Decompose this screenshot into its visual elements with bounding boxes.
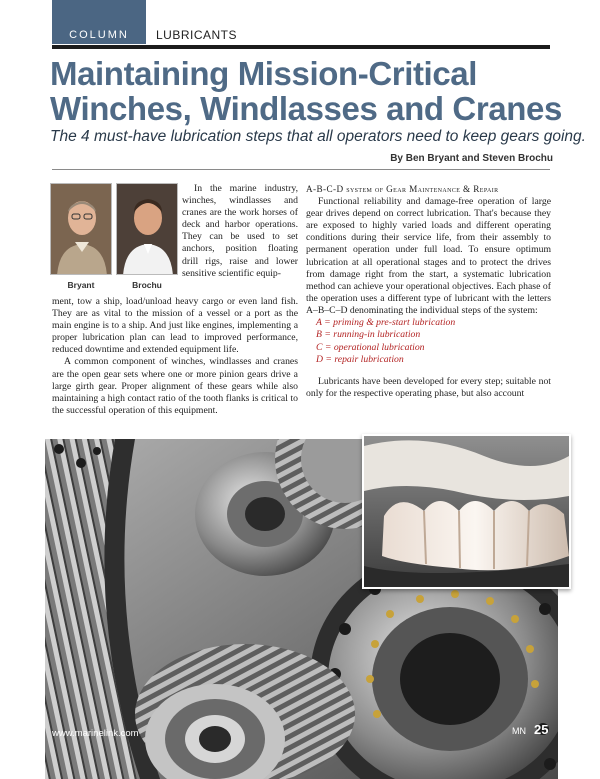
author-photo-bryant: [50, 183, 112, 275]
author-caption-brochu: Brochu: [132, 280, 162, 290]
footer-magazine: MN: [512, 726, 526, 736]
article-dek: The 4 must-have lubrication steps that all operators need to keep gears going.: [50, 128, 586, 145]
step-d: D = repair lubrication: [316, 353, 404, 365]
author-photo-brochu: [116, 183, 178, 275]
section-subhead: A-B-C-D system of Gear Maintenance & Repair: [306, 184, 499, 194]
column-label: COLUMN: [69, 29, 129, 41]
right-column: [306, 183, 551, 400]
footer-url[interactable]: www.marinelink.com: [52, 728, 139, 739]
byline: By Ben Bryant and Steven Brochu: [390, 153, 553, 164]
article-headline: [50, 56, 570, 126]
headline-line-1: Maintaining Mission-Critical: [50, 55, 478, 92]
gears-paragraph: A common component of winches, windlasses and cranes are the open gear sets where one or more pinion gears drive a large girth gear. Proper alignment of these gears while also maintaining a high contact ratio of the tooth flanks is critical to the successful operation of this equipment.: [52, 356, 298, 416]
column-tab: [52, 0, 146, 44]
page-number: 25: [534, 722, 549, 737]
top-rule: [52, 45, 550, 49]
left-column: [52, 296, 298, 417]
author-caption-bryant: Bryant: [67, 280, 95, 290]
lubricants-paragraph: Lubricants have been developed for every step; suitable not only for the respective operating phase, but also account: [306, 376, 551, 400]
intro-paragraph-start: In the marine industry, winches, windlasses and cranes are the work horses of deck and harbor operations. They can be used to set anchors, position floating drill rigs, raise and lower sensitive scientific equip-: [182, 183, 298, 279]
grease-inset-photo: [362, 434, 571, 589]
divider-rule: [52, 169, 550, 170]
intro-paragraph-cont: ment, tow a ship, load/unload heavy cargo or even land fish. They are as vital to the mission of a vessel or a port as the main engine is to a ship. And just like engines, implementing a proper lubrication plan can lead to improved performance, reduced downtime and extended equipment life.: [52, 296, 298, 356]
intro-column-top: [182, 183, 298, 280]
step-a: A = priming & pre-start lubrication: [316, 317, 456, 329]
step-c: C = operational lubrication: [316, 341, 425, 353]
headline-line-2: Winches, Windlasses and Cranes: [50, 90, 562, 127]
lubrication-paragraph: Functional reliability and damage-free operation of large gear drives depend on correct lubrication. That's because they are exposed to highly varied loads and different operating conditions during their service life, from their assembly to permanent operation under full load. To ensure optimum lubrication at all operational stages and to protect the drives from damage right from the start, a systematic lubrication method can achieve your operational objectives. Each phase of the operation uses a different type of lubricant with the letters A–B–C–D denominating the individual steps of the system:: [306, 196, 551, 316]
step-b: B = running-in lubrication: [316, 329, 421, 341]
spacer: [306, 366, 551, 376]
section-label: LUBRICANTS: [156, 28, 238, 42]
